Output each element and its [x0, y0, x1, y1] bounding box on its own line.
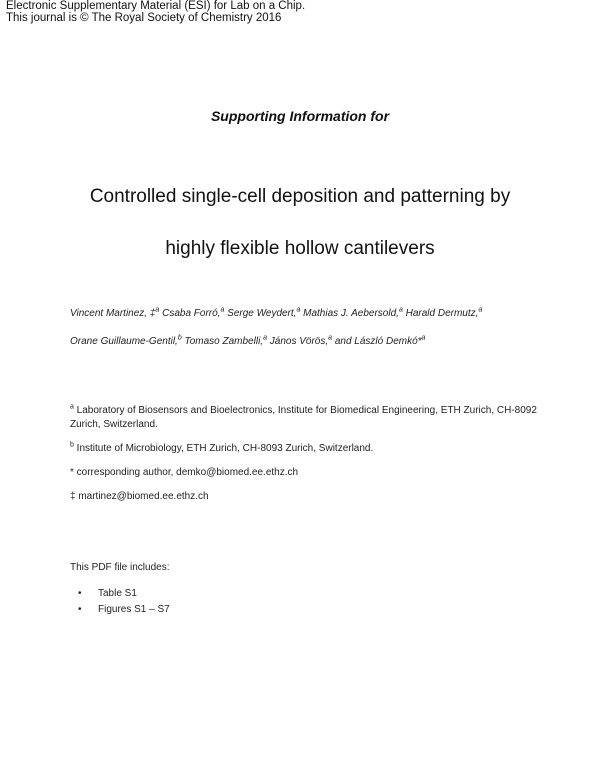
author-name: Serge Weydert, [227, 308, 297, 319]
bullet: • [78, 604, 82, 615]
author-affiliation-mark: a [263, 334, 267, 342]
title-line-2: highly flexible hollow cantilevers [165, 238, 435, 259]
affiliation-text: Institute of Microbiology, ETH Zurich, CH-8093 Zurich, Switzerland. [73, 443, 374, 454]
includes-heading: This PDF file includes: [70, 562, 170, 573]
author-affiliation-mark: b [177, 334, 182, 342]
author-name: Csaba Forró, [162, 308, 221, 319]
author-name: Mathias J. Aebersold, [303, 308, 399, 319]
supporting-info-label: Supporting Information for [210, 108, 390, 124]
author-name: Tomaso Zambelli, [184, 336, 264, 347]
title-line-1: Controlled single-cell deposition and patterning by [89, 186, 511, 207]
affiliation-mark: a [70, 403, 74, 411]
list-item-label: Table S1 [98, 588, 137, 599]
author-name: Orane Guillaume-Gentil, [70, 336, 178, 347]
list-item [78, 586, 170, 602]
author-affiliation-mark: a [155, 306, 160, 314]
author-line-2 [70, 336, 550, 347]
equal-contribution-email: ‡ martinez@biomed.ee.ethz.ch [70, 491, 209, 502]
bullet: • [78, 588, 82, 599]
affiliation-a [70, 404, 540, 432]
header-line-1: Electronic Supplementary Material (ESI) for Lab on a Chip. [6, 0, 306, 12]
author-affiliation-mark: a [478, 306, 483, 314]
author-affiliation-mark: a [296, 306, 301, 314]
author-name: Vincent Martinez, ‡ [70, 308, 156, 319]
author-affiliation-mark: a [398, 306, 403, 314]
author-name: Harald Dermutz, [405, 308, 479, 319]
author-affiliation-mark: a [421, 334, 426, 342]
affiliation-text: Laboratory of Biosensors and Bioelectronics, Institute for Biomedical Engineering, ETH Zurich, CH-8092 Zurich, Switzerland. [70, 405, 537, 430]
author-name: János Vörös, [269, 336, 329, 347]
affiliation-mark: b [70, 441, 74, 449]
author-affiliation-mark: a [328, 334, 333, 342]
author-affiliation-mark: a [220, 306, 225, 314]
author-name: and László Demkó* [334, 336, 422, 347]
list-item [78, 602, 170, 618]
header-line-2: This journal is © The Royal Society of Chemistry 2016 [6, 12, 282, 24]
list-item-label: Figures S1 – S7 [98, 604, 170, 615]
author-line-1 [70, 308, 550, 319]
esi-header [6, 0, 305, 24]
includes-list [78, 586, 170, 618]
corresponding-author: * corresponding author, demko@biomed.ee.ethz.ch [70, 467, 299, 478]
affiliation-b [70, 442, 540, 456]
